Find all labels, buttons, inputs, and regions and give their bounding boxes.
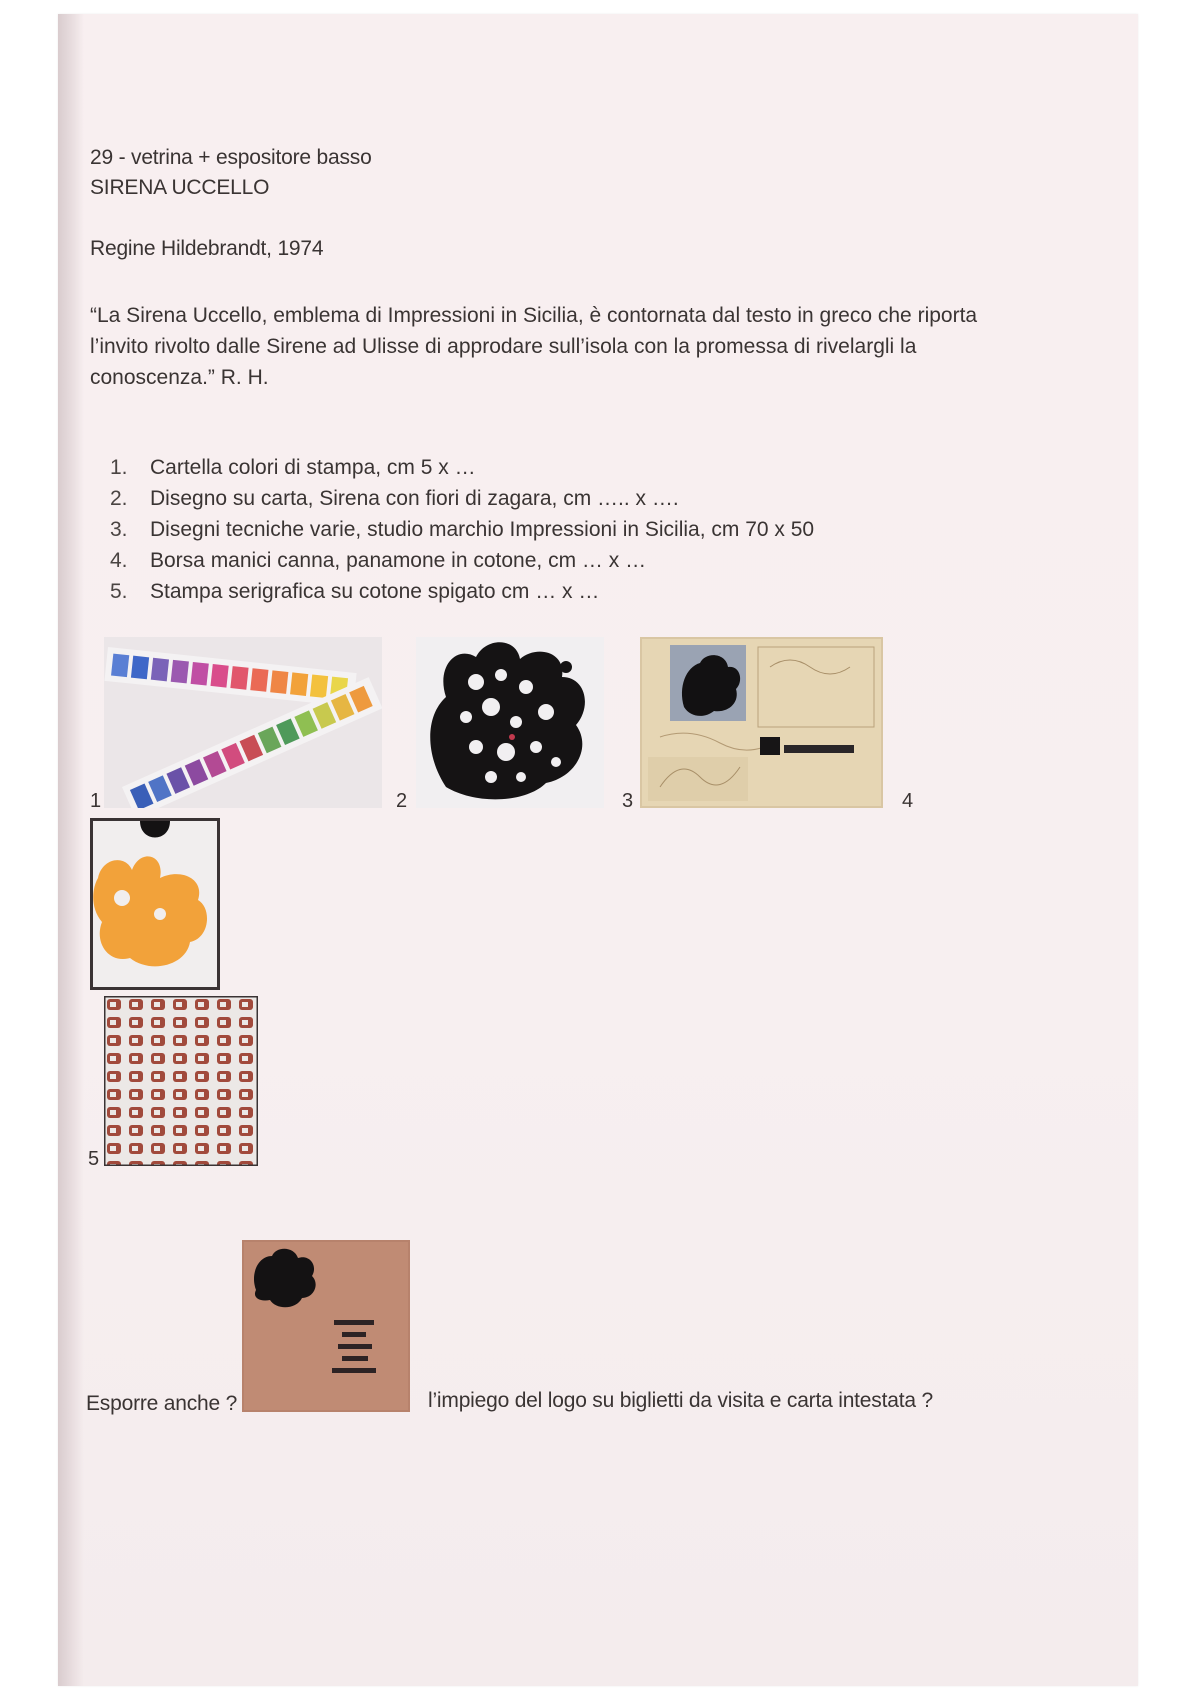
photo-siren-drawing xyxy=(416,637,604,808)
quote-paragraph xyxy=(90,300,1010,393)
quote-line: l’invito rivolto dalle Sirene ad Ulisse di approdare sull’isola con la promessa di rivelargli la xyxy=(90,335,917,358)
item-number: 5. xyxy=(110,580,128,603)
figure-number: 4 xyxy=(902,790,914,812)
list-item xyxy=(110,452,814,483)
book-spine-shadow xyxy=(58,14,84,1686)
figure-number: 5 xyxy=(88,1148,100,1170)
item-text: Borsa manici canna, panamone in cotone, cm … x … xyxy=(150,549,647,572)
photo-technical-studies xyxy=(640,637,883,808)
figure-number: 3 xyxy=(622,790,634,812)
item-list xyxy=(110,452,814,607)
list-item xyxy=(110,545,814,576)
figure-number: 2 xyxy=(396,790,408,812)
list-item xyxy=(110,576,814,607)
list-item xyxy=(110,514,814,545)
footer-question-right: l’impiego del logo su biglietti da visita e carta intestata ? xyxy=(428,1389,933,1412)
footer-question-left: Esporre anche ? xyxy=(86,1392,238,1415)
photo-business-card xyxy=(242,1240,410,1412)
item-number: 3. xyxy=(110,518,128,541)
author-line: Regine Hildebrandt, 1974 xyxy=(90,237,324,260)
figure-number: 1 xyxy=(90,790,102,812)
work-title: SIRENA UCCELLO xyxy=(90,176,270,199)
item-text: Stampa serigrafica su cotone spigato cm … x … xyxy=(150,580,600,603)
item-text: Cartella colori di stampa, cm 5 x … xyxy=(150,456,476,479)
item-number: 4. xyxy=(110,549,128,572)
photo-bag xyxy=(90,818,220,990)
list-item xyxy=(110,483,814,514)
quote-line: conoscenza.” R. H. xyxy=(90,366,269,389)
section-title: 29 - vetrina + espositore basso xyxy=(90,146,372,169)
photo-color-swatch-fan xyxy=(104,637,382,808)
document-page xyxy=(58,14,1138,1686)
quote-line: “La Sirena Uccello, emblema di Impressioni in Sicilia, è contornata dal testo in greco che riporta xyxy=(90,304,978,327)
item-text: Disegni tecniche varie, studio marchio Impressioni in Sicilia, cm 70 x 50 xyxy=(150,518,815,541)
photo-printed-fabric xyxy=(104,996,258,1166)
item-number: 1. xyxy=(110,456,128,479)
item-number: 2. xyxy=(110,487,128,510)
item-text: Disegno su carta, Sirena con fiori di zagara, cm ….. x …. xyxy=(150,487,679,510)
